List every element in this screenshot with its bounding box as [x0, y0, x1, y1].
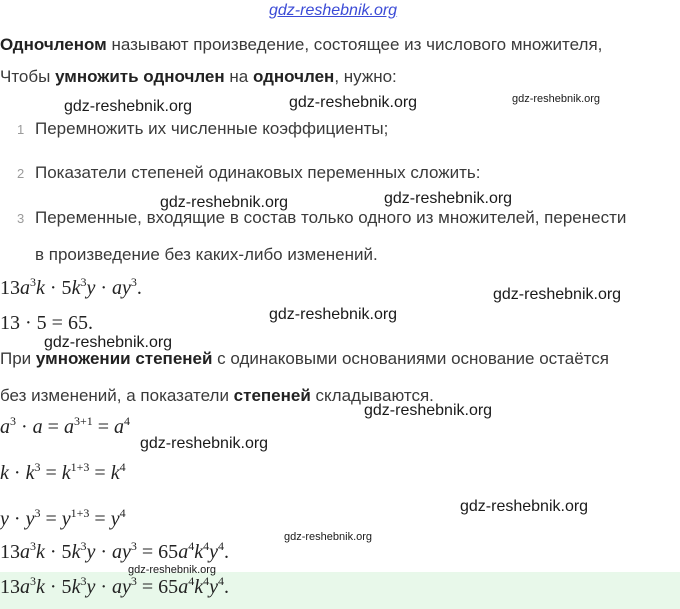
formula-y-powers: $y \cdot y^3 = y^{1+3} = y^4$ [0, 506, 126, 530]
watermark-top[interactable]: gdz-reshebnik.org [269, 2, 398, 19]
formula-k-powers: $k \cdot k^3 = k^{1+3} = k^4$ [0, 460, 126, 484]
definition-term: Одночленом [0, 35, 107, 54]
watermark: gdz-reshebnik.org [512, 93, 601, 105]
watermark: gdz-reshebnik.org [64, 98, 193, 115]
rule-intro-text-1: Чтобы [0, 67, 56, 86]
powers-rule-text-4: складываются. [310, 386, 434, 405]
watermark: gdz-reshebnik.org [364, 402, 493, 419]
watermark: gdz-reshebnik.org [289, 94, 418, 111]
powers-rule-line-1 [0, 349, 609, 369]
rule-intro-text-3: , нужно: [334, 67, 397, 86]
rule-intro-text-2: на [224, 67, 253, 86]
powers-rule-text-1: При [0, 349, 36, 368]
watermark: gdz-reshebnik.org [44, 334, 173, 351]
watermark: gdz-reshebnik.org [269, 306, 398, 323]
powers-rule-text-3: без изменений, а показатели [0, 386, 234, 405]
step-3-number: 3 [17, 211, 25, 226]
rule-intro [0, 67, 397, 87]
powers-rule-text-2: с одинаковыми основаниями основание остаётся [212, 349, 609, 368]
watermark: gdz-reshebnik.org [493, 286, 622, 303]
formula-coefficients: 13 · 5 = 65. [0, 312, 93, 334]
powers-rule-bold-1: умножении степеней [35, 349, 213, 368]
step-2-text: Показатели степеней одинаковых переменных сложить: [35, 163, 481, 182]
definition-text: называют произведение, состоящее из числового множителя, [106, 35, 603, 54]
rule-intro-bold-2: одночлен [252, 67, 335, 86]
powers-rule-bold-2: степеней [233, 386, 311, 405]
definition-paragraph [0, 35, 602, 55]
watermark: gdz-reshebnik.org [160, 194, 289, 211]
step-1-number: 1 [17, 122, 25, 137]
watermark: gdz-reshebnik.org [128, 564, 217, 576]
rule-intro-bold-1: умножить одночлен [55, 67, 225, 86]
step-3-text: Переменные, входящие в состав только одного из множителей, перенести [35, 208, 627, 227]
watermark: gdz-reshebnik.org [460, 498, 589, 515]
step-3-text-continued: в произведение без каких-либо изменений. [35, 245, 378, 264]
watermark: gdz-reshebnik.org [284, 531, 373, 543]
step-1-text: Перемножить их численные коэффициенты; [35, 119, 389, 138]
formula-expression: $13a^3k \cdot 5k^3y \cdot ay^3$. [0, 275, 142, 299]
answer-formula: $13a^3k \cdot 5k^3y \cdot ay^3 = 65a^4k^4y^4$. [0, 574, 229, 598]
formula-a-powers: $a^3 \cdot a = a^{3+1} = a^4$ [0, 414, 131, 438]
step-2-number: 2 [17, 166, 25, 181]
watermark: gdz-reshebnik.org [140, 435, 269, 452]
formula-result: $13a^3k \cdot 5k^3y \cdot ay^3 = 65a^4k^4y^4$. [0, 539, 229, 563]
watermark: gdz-reshebnik.org [384, 190, 513, 207]
